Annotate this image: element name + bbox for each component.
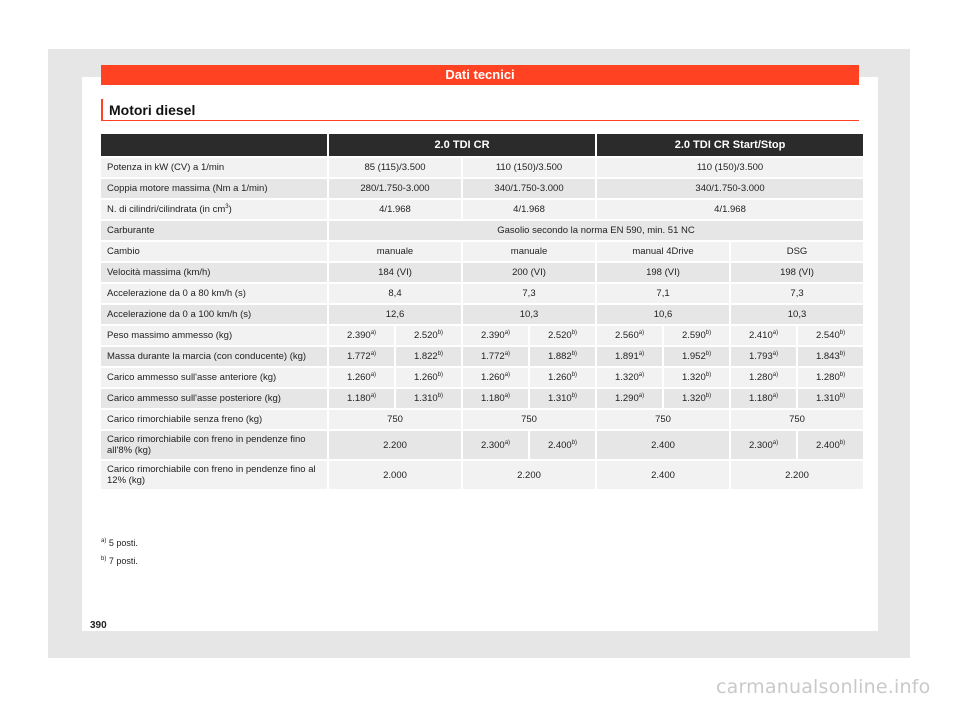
footnote-mark: b) (437, 392, 444, 399)
table-row (101, 368, 863, 387)
cell: 1.180$^{a)}$ (731, 389, 796, 408)
cell: 12,6 (329, 305, 461, 324)
chapter-header: Dati tecnici (101, 65, 859, 85)
row-label: Coppia motore massima (Nm a 1/min) (101, 179, 327, 198)
watermark: carmanualsonline.info (716, 676, 931, 698)
footnote-text: 5 posti. (108, 538, 138, 548)
cell: 4/1.968 (597, 200, 863, 219)
cell: 7,3 (463, 284, 595, 303)
cell: 1.280$^{a)}$ (731, 368, 796, 387)
cell: 1.260$^{b)}$ (530, 368, 595, 387)
footnote-mark: a) (504, 329, 511, 336)
footnote-b (101, 556, 138, 566)
superscript: 3 (225, 203, 229, 210)
cell: 4/1.968 (329, 200, 461, 219)
cell: 184 (VI) (329, 263, 461, 282)
label-text: N. di cilindri/cilindrata (in cm (107, 204, 226, 215)
footnote-mark: b) (839, 439, 846, 446)
cell: 1.290$^{a)}$ (597, 389, 662, 408)
cell: manual 4Drive (597, 242, 729, 261)
footnote-mark: a) (504, 371, 511, 378)
footnote-mark: b) (839, 329, 846, 336)
cell: DSG (731, 242, 863, 261)
cell: 2.300$^{a)}$ (731, 431, 796, 459)
cell: 1.843$^{b)}$ (798, 347, 863, 366)
row-label: Carico ammesso sull'asse posteriore (kg) (101, 389, 327, 408)
cell: 110 (150)/3.500 (463, 158, 595, 177)
cell: 750 (597, 410, 729, 429)
header-blank (101, 134, 327, 156)
table-row (101, 410, 863, 429)
footnote-mark: b) (571, 329, 578, 336)
footnote-mark: a) (504, 439, 511, 446)
footnote-mark: b) (705, 371, 712, 378)
cell: 1.320$^{a)}$ (597, 368, 662, 387)
table-row (101, 179, 863, 198)
footnote-mark: a) (772, 329, 779, 336)
header-2-0-tdi-cr: 2.0 TDI CR (329, 134, 595, 156)
row-label: Cambio (101, 242, 327, 261)
footnote-mark: b) (571, 439, 578, 446)
page-number: 390 (90, 620, 107, 631)
row-label: Carico rimorchiabile senza freno (kg) (101, 410, 327, 429)
cell: 2.200 (463, 461, 595, 489)
footnote-mark: a) (638, 392, 645, 399)
footnote-mark: a) (504, 350, 511, 357)
footnote-mark: a) (772, 392, 779, 399)
cell: 340/1.750-3.000 (597, 179, 863, 198)
footnote-mark: a) (101, 538, 107, 544)
cell: 2.540$^{b)}$ (798, 326, 863, 345)
table-header (101, 134, 863, 156)
cell: 1.260$^{a)}$ (463, 368, 528, 387)
cell: 1.310$^{b)}$ (530, 389, 595, 408)
cell: 2.400 (597, 461, 729, 489)
cell: 2.300$^{a)}$ (463, 431, 528, 459)
table-row (101, 242, 863, 261)
cell: 8,4 (329, 284, 461, 303)
footnote-mark: a) (772, 439, 779, 446)
table-row (101, 389, 863, 408)
footnote-mark: b) (705, 392, 712, 399)
cell: 10,3 (463, 305, 595, 324)
cell: 1.793$^{a)}$ (731, 347, 796, 366)
footnote-mark: b) (571, 392, 578, 399)
footnote-mark: a) (370, 329, 377, 336)
cell: 1.320$^{b)}$ (664, 368, 729, 387)
footnote-mark: a) (638, 350, 645, 357)
cell: 2.590$^{b)}$ (664, 326, 729, 345)
table-row (101, 263, 863, 282)
footnote-mark: a) (638, 371, 645, 378)
cell: 1.772$^{a)}$ (329, 347, 394, 366)
cell: 1.822$^{b)}$ (396, 347, 461, 366)
row-label: Carico rimorchiabile con freno in pendenze fino al 12% (kg) (101, 461, 327, 489)
header-2-0-tdi-cr-start-stop: 2.0 TDI CR Start/Stop (597, 134, 863, 156)
cell: 1.180$^{a)}$ (329, 389, 394, 408)
cell: 1.891$^{a)}$ (597, 347, 662, 366)
footnote-mark: b) (437, 371, 444, 378)
footnote-mark: b) (839, 371, 846, 378)
footnote-mark: a) (772, 371, 779, 378)
table-row (101, 431, 863, 459)
cell: 2.410$^{a)}$ (731, 326, 796, 345)
row-label: Accelerazione da 0 a 100 km/h (s) (101, 305, 327, 324)
row-label: Peso massimo ammesso (kg) (101, 326, 327, 345)
cell: Gasolio secondo la norma EN 590, min. 51 NC (329, 221, 863, 240)
table-row (101, 326, 863, 345)
footnote-mark: b) (839, 392, 846, 399)
cell: 1.260$^{a)}$ (329, 368, 394, 387)
cell: 7,3 (731, 284, 863, 303)
cell: 2.560$^{a)}$ (597, 326, 662, 345)
section-title: Motori diesel (101, 99, 195, 121)
row-label: Carico ammesso sull'asse anteriore (kg) (101, 368, 327, 387)
footnote-mark: a) (370, 350, 377, 357)
cell: manuale (329, 242, 461, 261)
cell: 110 (150)/3.500 (597, 158, 863, 177)
cell: manuale (463, 242, 595, 261)
cell: 1.310$^{b)}$ (798, 389, 863, 408)
table-row (101, 347, 863, 366)
table-row (101, 284, 863, 303)
label-text: ) (228, 204, 232, 215)
cell: 1.952$^{b)}$ (664, 347, 729, 366)
cell: 2.520$^{b)}$ (530, 326, 595, 345)
cell: 2.520$^{b)}$ (396, 326, 461, 345)
footnote-mark: b) (839, 350, 846, 357)
footnote-mark: b) (571, 350, 578, 357)
row-label: Massa durante la marcia (con conducente) (kg) (101, 347, 327, 366)
cell: 750 (731, 410, 863, 429)
cell: 7,1 (597, 284, 729, 303)
footnote-mark: a) (504, 392, 511, 399)
footnote-mark: b) (437, 350, 444, 357)
footnote-mark: a) (638, 329, 645, 336)
table-row (101, 200, 863, 219)
cell: 2.400$^{b)}$ (530, 431, 595, 459)
table-row (101, 221, 863, 240)
cell: 340/1.750-3.000 (463, 179, 595, 198)
cell: 1.180$^{a)}$ (463, 389, 528, 408)
cell: 198 (VI) (731, 263, 863, 282)
cell: 2.390$^{a)}$ (329, 326, 394, 345)
cell: 2.200 (731, 461, 863, 489)
table-row (101, 305, 863, 324)
cell: 2.200 (329, 431, 461, 459)
cell: 2.000 (329, 461, 461, 489)
footnote-mark: b) (705, 350, 712, 357)
cell: 1.882$^{b)}$ (530, 347, 595, 366)
section-divider (101, 120, 859, 121)
cell: 85 (115)/3.500 (329, 158, 461, 177)
row-label: Carburante (101, 221, 327, 240)
cell: 280/1.750-3.000 (329, 179, 461, 198)
cell: 2.400$^{b)}$ (798, 431, 863, 459)
row-label: Velocità massima (km/h) (101, 263, 327, 282)
cell: 1.772$^{a)}$ (463, 347, 528, 366)
row-label: Accelerazione da 0 a 80 km/h (s) (101, 284, 327, 303)
cell: 10,3 (731, 305, 863, 324)
footnote-mark: b) (437, 329, 444, 336)
cell: 1.280$^{b)}$ (798, 368, 863, 387)
footnote-a (101, 538, 138, 548)
cell: 2.390$^{a)}$ (463, 326, 528, 345)
cell: 200 (VI) (463, 263, 595, 282)
cell: 1.260$^{b)}$ (396, 368, 461, 387)
cell: 10,6 (597, 305, 729, 324)
cell: 4/1.968 (463, 200, 595, 219)
footnote-mark: a) (370, 392, 377, 399)
cell: 2.400 (597, 431, 729, 459)
footnote-mark: a) (772, 350, 779, 357)
cell: 198 (VI) (597, 263, 729, 282)
row-label (101, 200, 327, 219)
footnote-mark: a) (370, 371, 377, 378)
row-label: Carico rimorchiabile con freno in pendenze fino all'8% (kg) (101, 431, 327, 459)
cell: 1.320$^{b)}$ (664, 389, 729, 408)
cell: 750 (463, 410, 595, 429)
table-row (101, 158, 863, 177)
footnote-text: 7 posti. (108, 556, 138, 566)
footnote-mark: b) (101, 556, 107, 562)
cell: 750 (329, 410, 461, 429)
specs-table (99, 132, 865, 491)
footnote-mark: b) (571, 371, 578, 378)
footnote-mark: b) (705, 329, 712, 336)
table-row (101, 461, 863, 489)
cell: 1.310$^{b)}$ (396, 389, 461, 408)
row-label: Potenza in kW (CV) a 1/min (101, 158, 327, 177)
